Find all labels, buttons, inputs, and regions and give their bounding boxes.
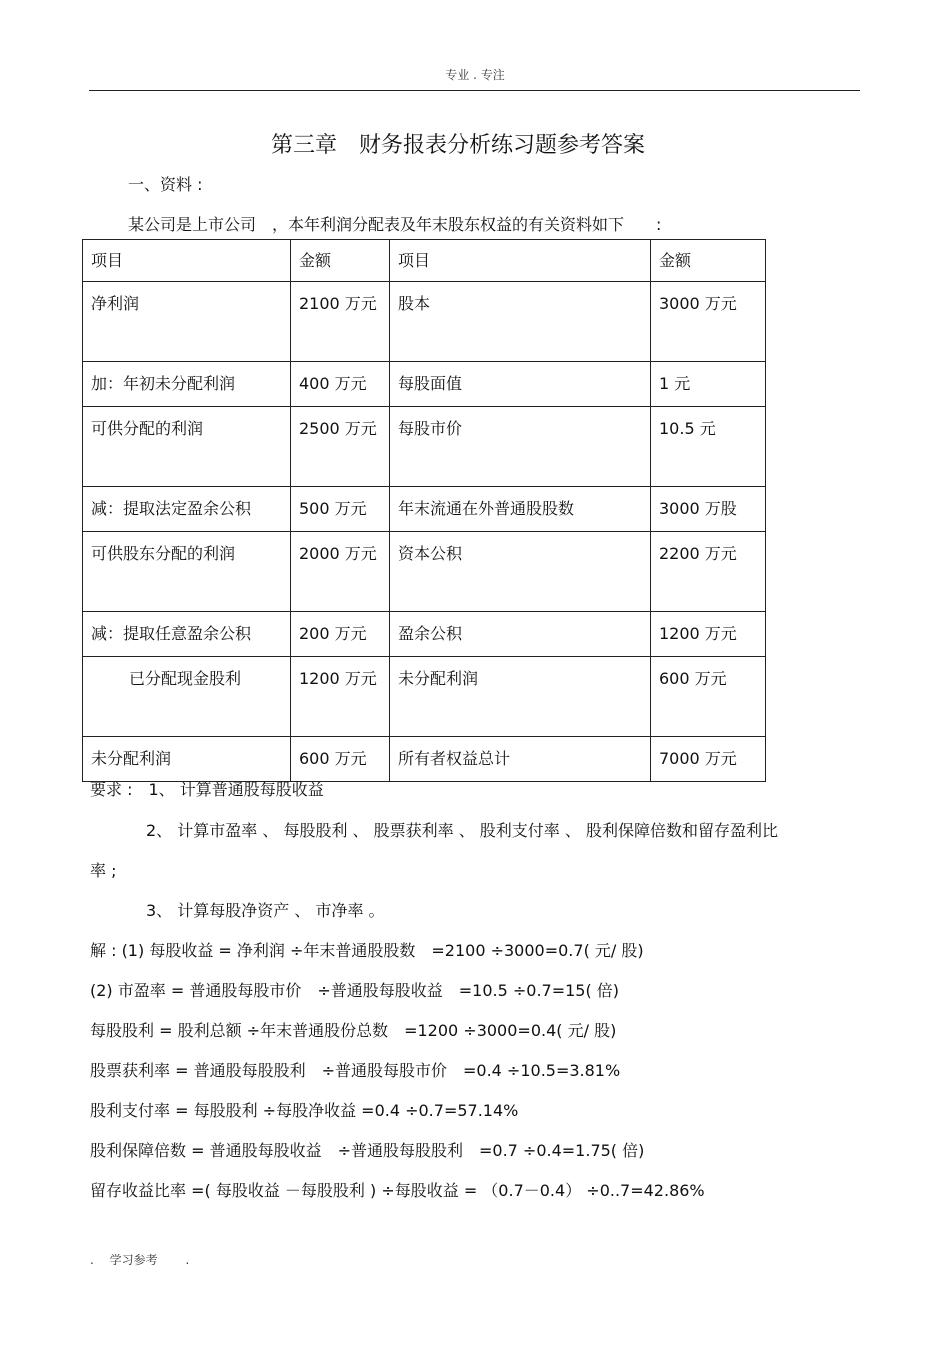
solution-eps: 解 : (1) 每股收益 = 净利润 ÷年末普通股股数 =2100 ÷3000=0.7( 元/ 股) bbox=[90, 941, 644, 960]
table-cell: 每股面值 bbox=[390, 362, 651, 407]
table-cell: 2000 万元 bbox=[291, 532, 390, 612]
table-cell: 10.5 元 bbox=[651, 407, 766, 487]
table-cell: 2100 万元 bbox=[291, 282, 390, 362]
table-cell: 减：提取任意盈余公积 bbox=[83, 612, 291, 657]
requirement-2: 2、 计算市盈率 、 每股股利 、 股票获利率 、 股利支付率 、 股利保障倍数和留存盈利比 bbox=[146, 821, 778, 840]
table-cell: 股本 bbox=[390, 282, 651, 362]
table-header-cell: 项目 bbox=[83, 240, 291, 282]
table-cell: 资本公积 bbox=[390, 532, 651, 612]
table-cell: 年末流通在外普通股股数 bbox=[390, 487, 651, 532]
table-cell: 可供分配的利润 bbox=[83, 407, 291, 487]
requirement-2-continued: 率 ; bbox=[90, 861, 117, 880]
table-cell: 400 万元 bbox=[291, 362, 390, 407]
table-cell: 600 万元 bbox=[291, 737, 390, 782]
table-cell: 1 元 bbox=[651, 362, 766, 407]
header-divider bbox=[89, 90, 860, 91]
table-row bbox=[83, 282, 766, 362]
table-cell: 1200 万元 bbox=[291, 657, 390, 737]
table-cell: 可供股东分配的利润 bbox=[83, 532, 291, 612]
table-cell: 3000 万元 bbox=[651, 282, 766, 362]
page-header: 专业 . 专注 bbox=[445, 68, 505, 82]
table-row bbox=[83, 612, 766, 657]
table-cell: 3000 万股 bbox=[651, 487, 766, 532]
table-row bbox=[83, 737, 766, 782]
table-cell: 2200 万元 bbox=[651, 532, 766, 612]
table-cell: 已分配现金股利 bbox=[83, 657, 291, 737]
solution-pe-ratio: (2) 市盈率 = 普通股每股市价 ÷普通股每股收益 =10.5 ÷0.7=15( 倍) bbox=[90, 981, 620, 1000]
table-cell: 600 万元 bbox=[651, 657, 766, 737]
section-heading: 一、资料 : bbox=[128, 175, 203, 194]
table-cell: 加：年初未分配利润 bbox=[83, 362, 291, 407]
table-cell: 盈余公积 bbox=[390, 612, 651, 657]
table-cell: 所有者权益总计 bbox=[390, 737, 651, 782]
requirement-3: 3、 计算每股净资产 、 市净率 。 bbox=[146, 901, 385, 920]
intro-paragraph: 某公司是上市公司 ，本年利润分配表及年末股东权益的有关资料如下 : bbox=[128, 215, 662, 234]
table-cell: 净利润 bbox=[83, 282, 291, 362]
solution-dividend-coverage: 股利保障倍数 = 普通股每股收益 ÷普通股每股股利 =0.7 ÷0.4=1.75( 倍) bbox=[90, 1141, 645, 1160]
table-header-cell: 金额 bbox=[291, 240, 390, 282]
table-cell: 每股市价 bbox=[390, 407, 651, 487]
table-cell: 1200 万元 bbox=[651, 612, 766, 657]
table-header-row bbox=[83, 240, 766, 282]
table-cell: 未分配利润 bbox=[83, 737, 291, 782]
table-row bbox=[83, 407, 766, 487]
solution-dividend-per-share: 每股股利 = 股利总额 ÷年末普通股份总数 =1200 ÷3000=0.4( 元/ 股) bbox=[90, 1021, 617, 1040]
table-header-cell: 项目 bbox=[390, 240, 651, 282]
table-row bbox=[83, 532, 766, 612]
table-cell: 未分配利润 bbox=[390, 657, 651, 737]
table-header-cell: 金额 bbox=[651, 240, 766, 282]
page-footer: . 学习参考 . bbox=[90, 1253, 190, 1267]
table-row bbox=[83, 362, 766, 407]
financial-data-table bbox=[82, 239, 766, 782]
requirement-1: 要求 : 1、 计算普通股每股收益 bbox=[90, 780, 324, 799]
table-cell: 2500 万元 bbox=[291, 407, 390, 487]
page-title: 第三章 财务报表分析练习题参考答案 bbox=[270, 133, 645, 158]
solution-payout-ratio: 股利支付率 = 每股股利 ÷每股净收益 =0.4 ÷0.7=57.14% bbox=[90, 1101, 519, 1120]
table-row bbox=[83, 657, 766, 737]
solution-retention-ratio: 留存收益比率 =( 每股收益 －每股股利 ) ÷每股收益 = （0.7－0.4） ÷0..7=42.86% bbox=[90, 1181, 705, 1200]
solution-dividend-yield: 股票获利率 = 普通股每股股利 ÷普通股每股市价 =0.4 ÷10.5=3.81% bbox=[90, 1061, 621, 1080]
table-cell: 500 万元 bbox=[291, 487, 390, 532]
table-cell: 减：提取法定盈余公积 bbox=[83, 487, 291, 532]
table-cell: 7000 万元 bbox=[651, 737, 766, 782]
table-cell: 200 万元 bbox=[291, 612, 390, 657]
table-row bbox=[83, 487, 766, 532]
